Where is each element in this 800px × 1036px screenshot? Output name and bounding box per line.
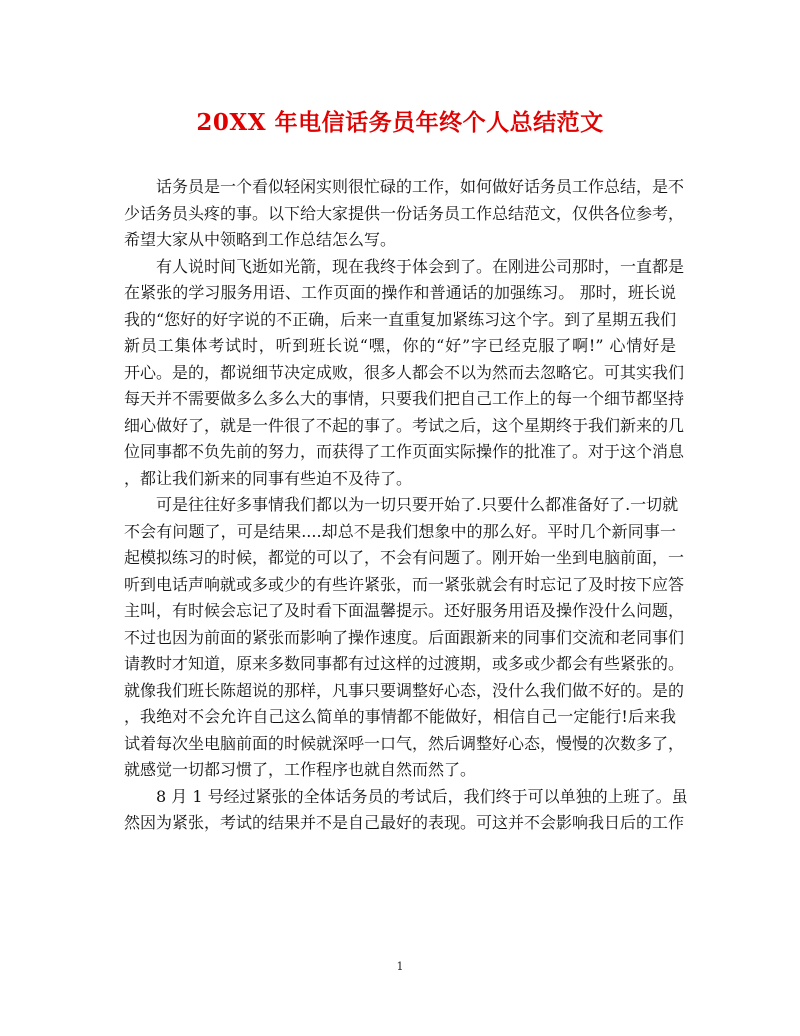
text-line: 然因为紧张，考试的结果并不是自己最好的表现。可这并不会影响我日后的工作 [124,813,685,832]
text-line: 就像我们班长陈超说的那样，凡事只要调整好心态，没什么我们做不好的。是的 [124,680,685,700]
page-number: 1 [396,960,404,973]
text-line: 就感觉一切都习惯了，工作程序也就自然而然了。 [124,760,477,779]
paragraph-intro [124,174,685,254]
text-line: 主叫，有时候会忘记了及时看下面温馨提示。还好服务用语及操作没什么问题， [124,601,685,620]
text-line: 开心。是的，都说细节决定成败，很多人都会不以为然而去忽略它。可其实我们 [124,362,685,382]
text-line: ，我绝对不会允许自己这么简单的事情都不能做好，相信自己一定能行!后来我 [124,707,676,726]
text-line: 在紧张的学习服务用语、工作页面的操作和普通话的加强练习。 那时，班长说 [124,283,676,302]
text-line: 位同事都不负先前的努力，而获得了工作页面实际操作的批准了。对于这个消息 [124,442,685,461]
text-line: 话务员是一个看似轻闲实则很忙碌的工作，如何做好话务员工作总结，是不 [124,177,685,196]
text-line: 起模拟练习的时候，都觉的可以了，不会有问题了。刚开始一坐到电脑前面，一 [124,548,685,567]
paragraph-first-week [124,254,685,493]
text-line: 每天并不需要做多么多么大的事情，只要我们把自己工作上的每一个细节都坚持 [124,389,685,408]
text-line: 不过也因为前面的紧张而影响了操作速度。后面跟新来的同事们交流和老同事们 [124,627,685,647]
paragraph-august [124,784,688,837]
text-line: 可是往往好多事情我们都以为一切只要开始了.只要什么都准备好了.一切就 [124,495,679,514]
text-line: 有人说时间飞逝如光箭，现在我终于体会到了。在刚进公司那时，一直都是 [124,256,685,276]
text-line: 少话务员头疼的事。以下给大家提供一份话务员工作总结范文，仅供各位参考， [124,203,685,223]
text-line: 新员工集体考试时，听到班长说“嘿，你的“好”字已经克服了啊!” 心情好是 [124,336,676,355]
text-line: 细心做好了，就是一件很了不起的事了。考试之后，这个星期终于我们新来的几 [124,415,685,435]
text-line: 8 月 1 号经过紧张的全体话务员的考试后，我们终于可以单独的上班了。虽 [124,786,688,806]
paragraph-nervousness [124,492,685,784]
text-line: 试着每次坐电脑前面的时候就深呼一口气，然后调整好心态，慢慢的次数多了， [124,733,685,753]
document-body [124,174,688,837]
text-line: 请教时才知道，原来多数同事都有过这样的过渡期，或多或少都会有些紧张的。 [124,654,685,673]
text-line: 听到电话声响就或多或少的有些许紧张，而一紧张就会有时忘记了及时按下应答 [124,574,685,594]
text-line: 我的“您好的好字说的不正确，后来一直重复加紧练习这个字。到了星期五我们 [124,309,677,329]
text-line: ，都让我们新来的同事有些迫不及待了。 [124,468,413,488]
text-line: 不会有问题了，可是结果....却总不是我们想象中的那么好。平时几个新同事一 [124,521,676,541]
text-line: 希望大家从中领略到工作总结怎么写。 [124,230,397,249]
document-title: 20XX 年电信话务员年终个人总结范文 [196,109,604,136]
